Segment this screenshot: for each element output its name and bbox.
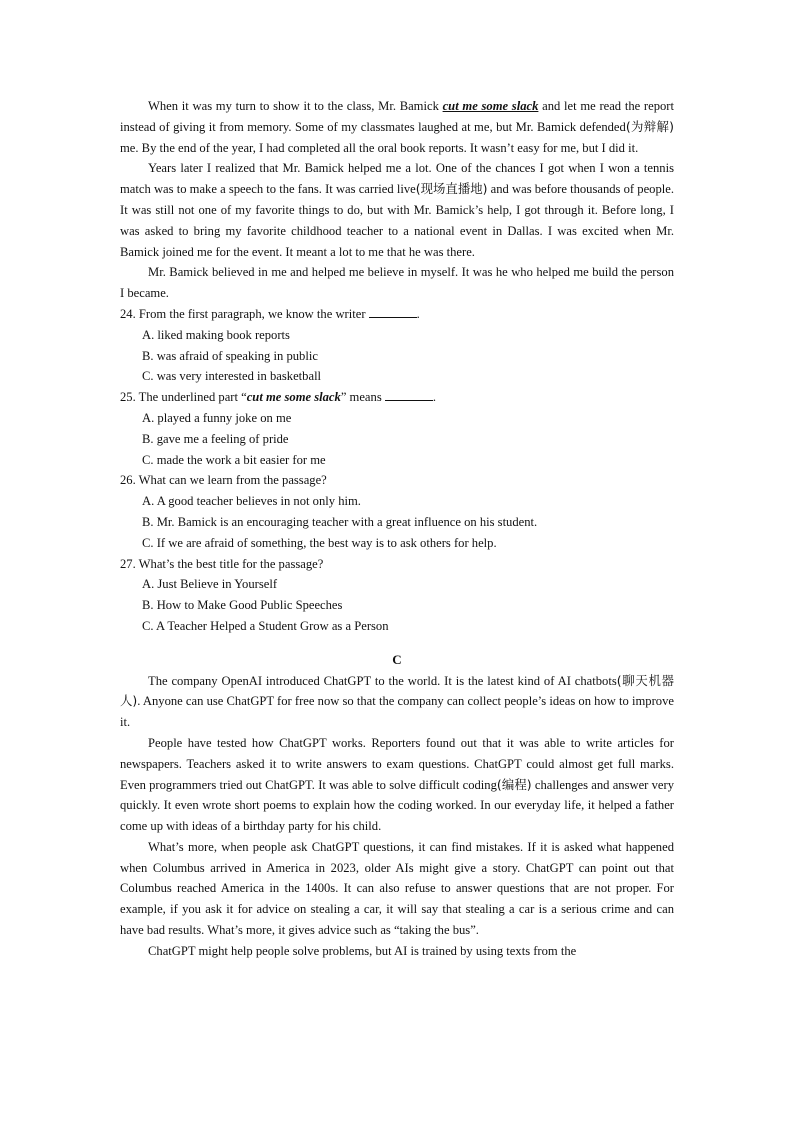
passage-c-paragraph-1: [120, 671, 674, 733]
text-run: me. By the end of the year, I had completed all the oral book reports. It wasn’t easy for me, but I did it.: [120, 140, 639, 155]
option-c: C. was very interested in basketball: [142, 369, 322, 384]
stem-text: .: [416, 306, 420, 321]
underlined-phrase: cut me some slack: [442, 99, 539, 113]
option-c: C. If we are afraid of something, the best way is to ask others for help.: [142, 535, 497, 550]
answer-blank: [369, 306, 417, 318]
question-25: [120, 387, 674, 470]
chinese-gloss: (编程): [496, 776, 532, 792]
answer-options: [120, 408, 674, 470]
passage-b-paragraph-2: [120, 158, 674, 262]
option-a: A. liked making book reports: [142, 327, 290, 342]
document-page: [120, 96, 674, 962]
answer-options: [120, 574, 674, 636]
passage-c-paragraph-4: ChatGPT might help people solve problems, but AI is trained by using texts from the: [148, 943, 577, 958]
stem-text: 24. From the first paragraph, we know the writer: [120, 306, 369, 321]
section-heading-c: C: [392, 651, 402, 667]
stem-text: ” means: [340, 390, 385, 405]
stem-text: .: [432, 390, 437, 405]
chinese-gloss: (聊天机器人): [120, 672, 674, 709]
option-a: A. A good teacher believes in not only him.: [142, 494, 361, 509]
option-a: A. played a funny joke on me: [142, 410, 292, 425]
answer-options: [120, 491, 674, 553]
passage-b-paragraph-3: Mr. Bamick believed in me and helped me believe in myself. It was he who helped me build the person I became.: [120, 265, 674, 301]
question-stem: [120, 304, 674, 325]
option-a: A. Just Believe in Yourself: [142, 577, 278, 592]
text-run: challenges and answer very quickly. It even wrote short poems to explain how the coding worked. In our everyday life, it helped a father come up with ideas of a birthday party for his child.: [120, 777, 674, 834]
answer-options: [120, 325, 674, 387]
passage-b-paragraph-1: [120, 96, 674, 158]
option-b: B. Mr. Bamick is an encouraging teacher with a great influence on his student.: [142, 514, 538, 529]
option-b: B. How to Make Good Public Speeches: [142, 598, 343, 613]
stem-text: 25. The underlined part “: [120, 390, 247, 405]
question-stem: 27. What’s the best title for the passage?: [120, 556, 324, 571]
text-run: Years later I realized that Mr. Bamick helped me a lot. One of the chances I got when I won a tennis match was to make a speech to the fans. It was carried live: [120, 161, 674, 197]
passage-c-paragraph-3: What’s more, when people ask ChatGPT questions, it can find mistakes. If it is asked what happened when Columbus arrived in America in 2023, older AIs might give a story. ChatGPT can point out that Columbus reached America in the 1400s. It can also refuse to answer questions that are not proper. For example, if you ask it for advice on stealing a car, it will say that stealing a car is a serious crime and can have bad results. What’s more, it gives advice such as “taking the bus”.: [120, 839, 674, 938]
quoted-phrase: cut me some slack: [246, 390, 341, 405]
question-26: [120, 470, 674, 553]
question-24: [120, 304, 674, 387]
question-27: [120, 554, 674, 637]
option-c: C. made the work a bit easier for me: [142, 452, 326, 467]
text-run: When it was my turn to show it to the class, Mr. Bamick: [148, 99, 443, 113]
option-b: B. was afraid of speaking in public: [142, 348, 318, 363]
passage-c-paragraph-2: [120, 733, 674, 837]
chinese-gloss: (现场直播地): [415, 181, 488, 197]
question-stem: 26. What can we learn from the passage?: [120, 473, 327, 488]
text-run: . Anyone can use ChatGPT for free now so that the company can collect people’s ideas on how to improve it.: [120, 694, 674, 730]
chinese-gloss: (为辩解): [625, 118, 675, 134]
text-run: People have tested how ChatGPT works. Reporters found out that it was able to write articles for newspapers. Teachers asked it to write answers to exam questions. ChatGPT could almost get full marks. Even programmers tried out ChatGPT. It was able to solve difficult coding: [120, 735, 674, 792]
question-stem: [120, 387, 674, 408]
option-c: C. A Teacher Helped a Student Grow as a Person: [142, 618, 389, 633]
text-run: and was before thousands of people. It was still not one of my favorite things to do, but with Mr. Bamick’s help, I got through it. Before long, I was asked to bring my favorite childhood teacher to a national event in Dallas. I was excited when Mr. Bamick joined me for the event. It meant a lot to me that he was there.: [120, 182, 675, 259]
option-b: B. gave me a feeling of pride: [142, 431, 289, 446]
answer-blank: [385, 389, 433, 401]
text-run: The company OpenAI introduced ChatGPT to the world. It is the latest kind of AI chatbots: [148, 673, 617, 688]
text-run: and let me read the report instead of giving it from memory. Some of my classmates laughed at me, but Mr. Bamick defended: [120, 99, 675, 134]
